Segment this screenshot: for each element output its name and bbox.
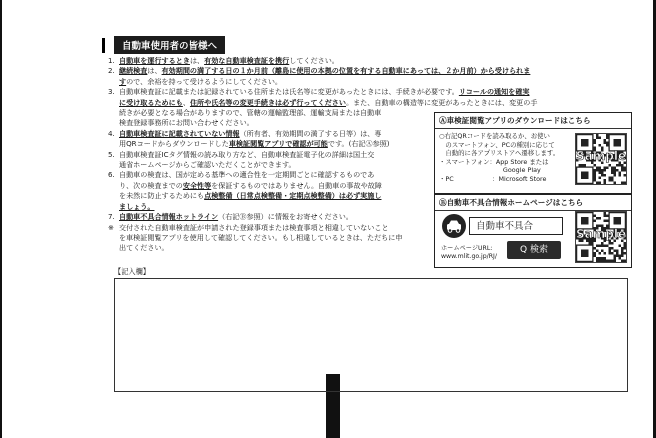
notice-line (108, 202, 434, 212)
notice-number (108, 77, 119, 87)
notice-number (108, 181, 119, 191)
notice-text (119, 56, 434, 66)
notice-line (108, 181, 434, 191)
notice-number (108, 160, 119, 170)
notice-line (108, 212, 434, 222)
notice-text (119, 150, 434, 160)
document-page (100, 26, 636, 426)
app-download-line: 自動的に各アプリストアへ遷移します。 (439, 149, 560, 158)
plain-text: です。(右記Ⓐ参照) (327, 139, 390, 149)
notice-line (108, 150, 434, 160)
app-download-line: ・PC ：Microsoft Store (439, 174, 547, 183)
notice-number (108, 191, 119, 201)
notice-text (119, 191, 434, 201)
notice-text (119, 66, 608, 76)
notice-number: 1. (108, 56, 115, 65)
plain-text: してください。 (289, 56, 339, 65)
notice-text (119, 243, 434, 253)
emphasized-text: 住所や氏名等の変更手続きは必ず行ってください (189, 97, 346, 107)
app-qr-code[interactable] (575, 133, 627, 185)
app-download-line: ・スマートフォン：App Store または (439, 157, 549, 166)
notice-number (108, 139, 119, 149)
notice-line (108, 233, 434, 243)
emphasized-text: ましょう。 (119, 201, 155, 211)
notice-number: 2. (108, 66, 115, 76)
notice-text (119, 160, 434, 170)
notice-text (119, 181, 434, 191)
plain-text: 自動車の検査は、国が定める基準への適合性を一定期間ごとに確認するものであ (119, 170, 375, 180)
url-block (441, 245, 497, 261)
notice-number: 3. (108, 87, 115, 97)
notice-number (108, 202, 119, 212)
notice-line (108, 77, 608, 87)
notice-text (119, 139, 434, 149)
plain-text: ので、余裕を持って受けるようにしてください。 (126, 76, 283, 86)
plain-text: 交付された自動車検査証が申請された登録事項または検査事項と相違していないこと (119, 222, 389, 232)
scan-edge-left (0, 0, 2, 438)
page-title: 自動車使用者の皆様へ (114, 36, 225, 54)
defect-info-title: Ⓑ自動車不具合情報ホームページはこちら (435, 195, 631, 211)
emphasized-text: に受け取るためにも (119, 97, 183, 107)
plain-text: を車検証閲覧アプリを使用して確認してください。もし相違しているときは、ただちに申 (119, 232, 403, 242)
plain-text: 用QRコードからダウンロードした (119, 139, 229, 149)
notice-number (108, 118, 119, 128)
car-icon (441, 213, 467, 239)
plain-text: り、次の検査までの (119, 180, 183, 190)
notice-text (119, 118, 434, 128)
emphasized-text: 有効な自動車検査証を携行 (204, 56, 290, 65)
notice-text (119, 202, 434, 212)
plain-text: は、 (147, 66, 162, 76)
notice-text (119, 87, 608, 97)
plain-text: （右記Ⓑ参照）に情報をお寄せください。 (218, 212, 353, 222)
emphasized-text: 自動車検査証に記載されていない情報 (119, 128, 240, 138)
notice-text (119, 108, 434, 118)
plain-text: 。また、自動車の構造等に変更があったときには、変更の手 (346, 97, 538, 107)
record-label: 【記入欄】 (114, 267, 150, 276)
emphasized-text: す (119, 76, 127, 86)
emphasized-text: 車検証閲覧アプリで確認が可能 (228, 139, 328, 149)
notice-line (108, 56, 434, 66)
notice-number (108, 233, 119, 243)
notice-number (108, 243, 119, 253)
qr-sample-label: Sample (576, 149, 627, 163)
notice-line (108, 129, 434, 139)
plain-text: 続きが必要となる場合がありますので、管轄の運輸監理部、運輸支局または自動車 (119, 108, 382, 118)
emphasized-text: 継続検査 (119, 66, 148, 76)
notice-number (108, 98, 119, 108)
notice-text (119, 98, 608, 108)
notice-line (108, 108, 434, 118)
plain-text: を保証するものではありません。自動車の事故や故障 (211, 180, 382, 190)
plain-text: 自動車検査証に記載または記録されている住所または氏名等に変更があったときには、手続きが必要です。 (119, 87, 459, 97)
plain-text: 出てください。 (119, 243, 169, 253)
url-label: ホームページURL: (441, 245, 493, 252)
notice-line (108, 160, 434, 170)
notice-number: ※ (108, 222, 114, 232)
header-marker (102, 38, 105, 53)
notice-text (119, 223, 434, 233)
emphasized-text: 有効期間の満了する日の１か月前（離島に使用の本拠の位置を有する自動車にあっては、２か月前）から受けられま (161, 66, 531, 76)
plain-text: 、 (182, 97, 190, 107)
app-download-line: Google Play (439, 166, 541, 175)
notice-line (108, 139, 434, 149)
plain-text: 自動車検査証ICタグ情報の読み取り方など、自動車検査証電子化の詳細は国土交 (119, 149, 375, 159)
search-input[interactable]: 自動車不具合 (469, 217, 563, 235)
notice-line (108, 118, 434, 128)
plain-text: 通省ホームページからご確認いただくことができます。 (119, 160, 296, 170)
plain-text: 検査登録事務所にお問い合わせください。 (119, 118, 254, 128)
url-link[interactable]: www.mlit.go.jp/RJ/ (441, 253, 497, 260)
notice-line (108, 223, 434, 233)
notice-text (119, 233, 434, 243)
emphasized-text: リコールの通知を確実 (458, 87, 530, 97)
notice-line (108, 191, 434, 201)
plain-text: を未然に防止するためにも (119, 191, 205, 201)
record-field[interactable] (114, 278, 628, 392)
notice-text (119, 77, 608, 87)
notice-number (108, 108, 119, 118)
notice-line (108, 98, 608, 108)
notice-line (108, 170, 434, 180)
plain-text: は、 (189, 56, 205, 65)
notice-number: 7. (108, 212, 115, 222)
plain-text: （所有者、有効期間の満了する日等）は、専 (239, 128, 382, 138)
notice-text (119, 170, 434, 180)
qr-sample-label: Sample (576, 227, 627, 241)
notice-number: 4. (108, 128, 115, 138)
app-download-box (434, 112, 632, 194)
defect-qr-code[interactable] (575, 211, 627, 263)
emphasized-text: 安全性等 (182, 180, 212, 190)
emphasized-text: 自動車を運行するとき (119, 56, 190, 65)
app-download-line: ○右記QRコードを読み取るか、お使い (439, 132, 550, 140)
search-button[interactable]: Q 検索 (507, 241, 561, 259)
notice-text (119, 129, 434, 139)
app-download-title: Ⓐ車検証閲覧アプリのダウンロードはこちら (435, 113, 631, 129)
defect-info-box (434, 194, 632, 268)
notice-line (108, 66, 608, 76)
notice-number: 6. (108, 170, 115, 180)
notice-number: 5. (108, 149, 115, 159)
notice-line (108, 243, 434, 253)
emphasized-text: 自動車不具合情報ホットライン (119, 212, 219, 222)
notice-line (108, 87, 608, 97)
notice-text (119, 212, 434, 222)
emphasized-text: 点検整備（日常点検整備・定期点検整備）は必ず実施し (204, 191, 382, 201)
app-download-line: のスマートフォン、PCの種別に応じて (439, 140, 555, 149)
